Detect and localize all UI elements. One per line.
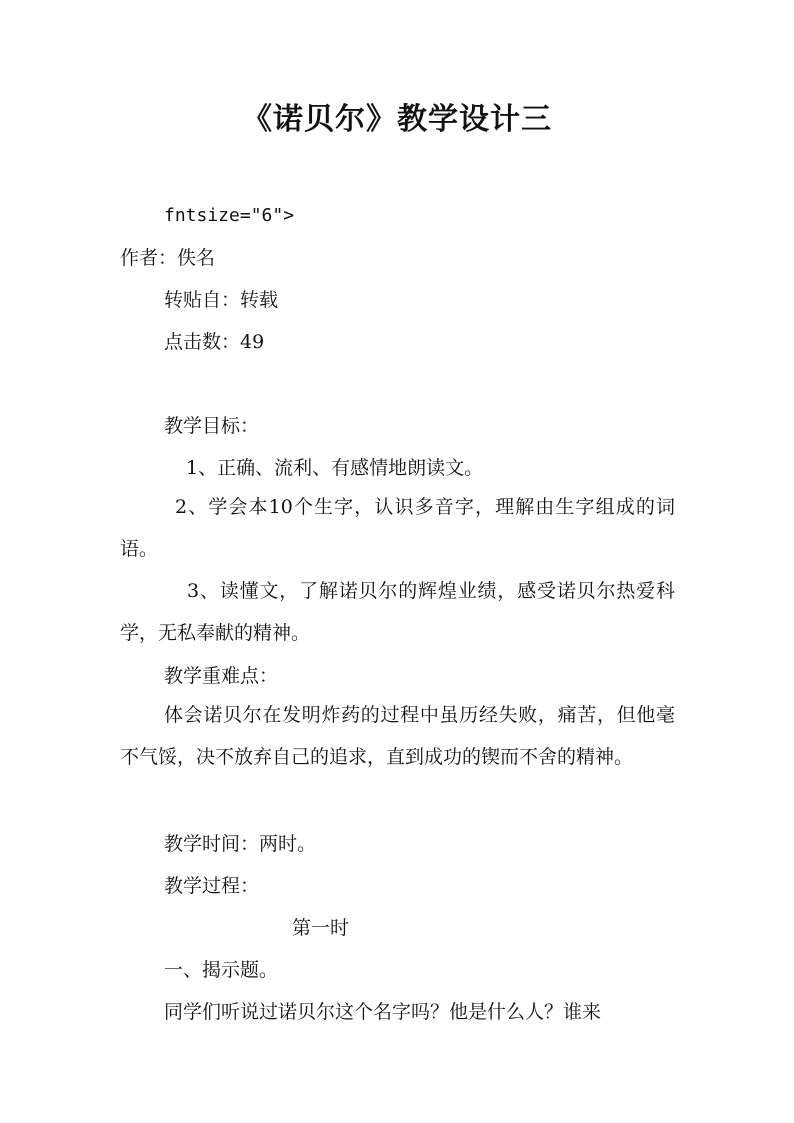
key-points-text: 体会诺贝尔在发明炸药的过程中虽历经失败，痛苦，但他毫不气馁，决不放弃自己的追求，直到成功的锲而不舍的精神。 — [120, 704, 675, 768]
fontsize-line: fntsize="6"> — [164, 205, 295, 226]
objectives-heading: 教学目标： — [164, 415, 260, 437]
process-heading: 教学过程： — [164, 875, 260, 897]
document-title: 《诺贝尔》教学设计三 — [242, 102, 552, 137]
lesson-heading: 第一时 — [292, 917, 350, 939]
objective-item-3: 3、读懂文，了解诺贝尔的辉煌业绩，感受诺贝尔热爱科学，无私奉献的精神。 — [120, 580, 675, 644]
objective-item-2: 2、学会本10个生字，认识多音字，理解由生字组成的词语。 — [120, 496, 675, 560]
step-1-text: 同学们听说过诺贝尔这个名字吗？他是什么人？谁来 — [164, 1001, 602, 1023]
step-1-heading: 一、揭示题。 — [164, 959, 279, 981]
key-points-heading: 教学重难点： — [164, 665, 279, 687]
objective-item-1: 1、正确、流利、有感情地朗读文。 — [186, 457, 484, 479]
teaching-time: 教学时间：两时。 — [164, 833, 317, 855]
author-line: 作者：佚名 — [120, 247, 216, 269]
clicks-line: 点击数：49 — [164, 331, 265, 353]
source-line: 转贴自：转载 — [164, 289, 279, 311]
